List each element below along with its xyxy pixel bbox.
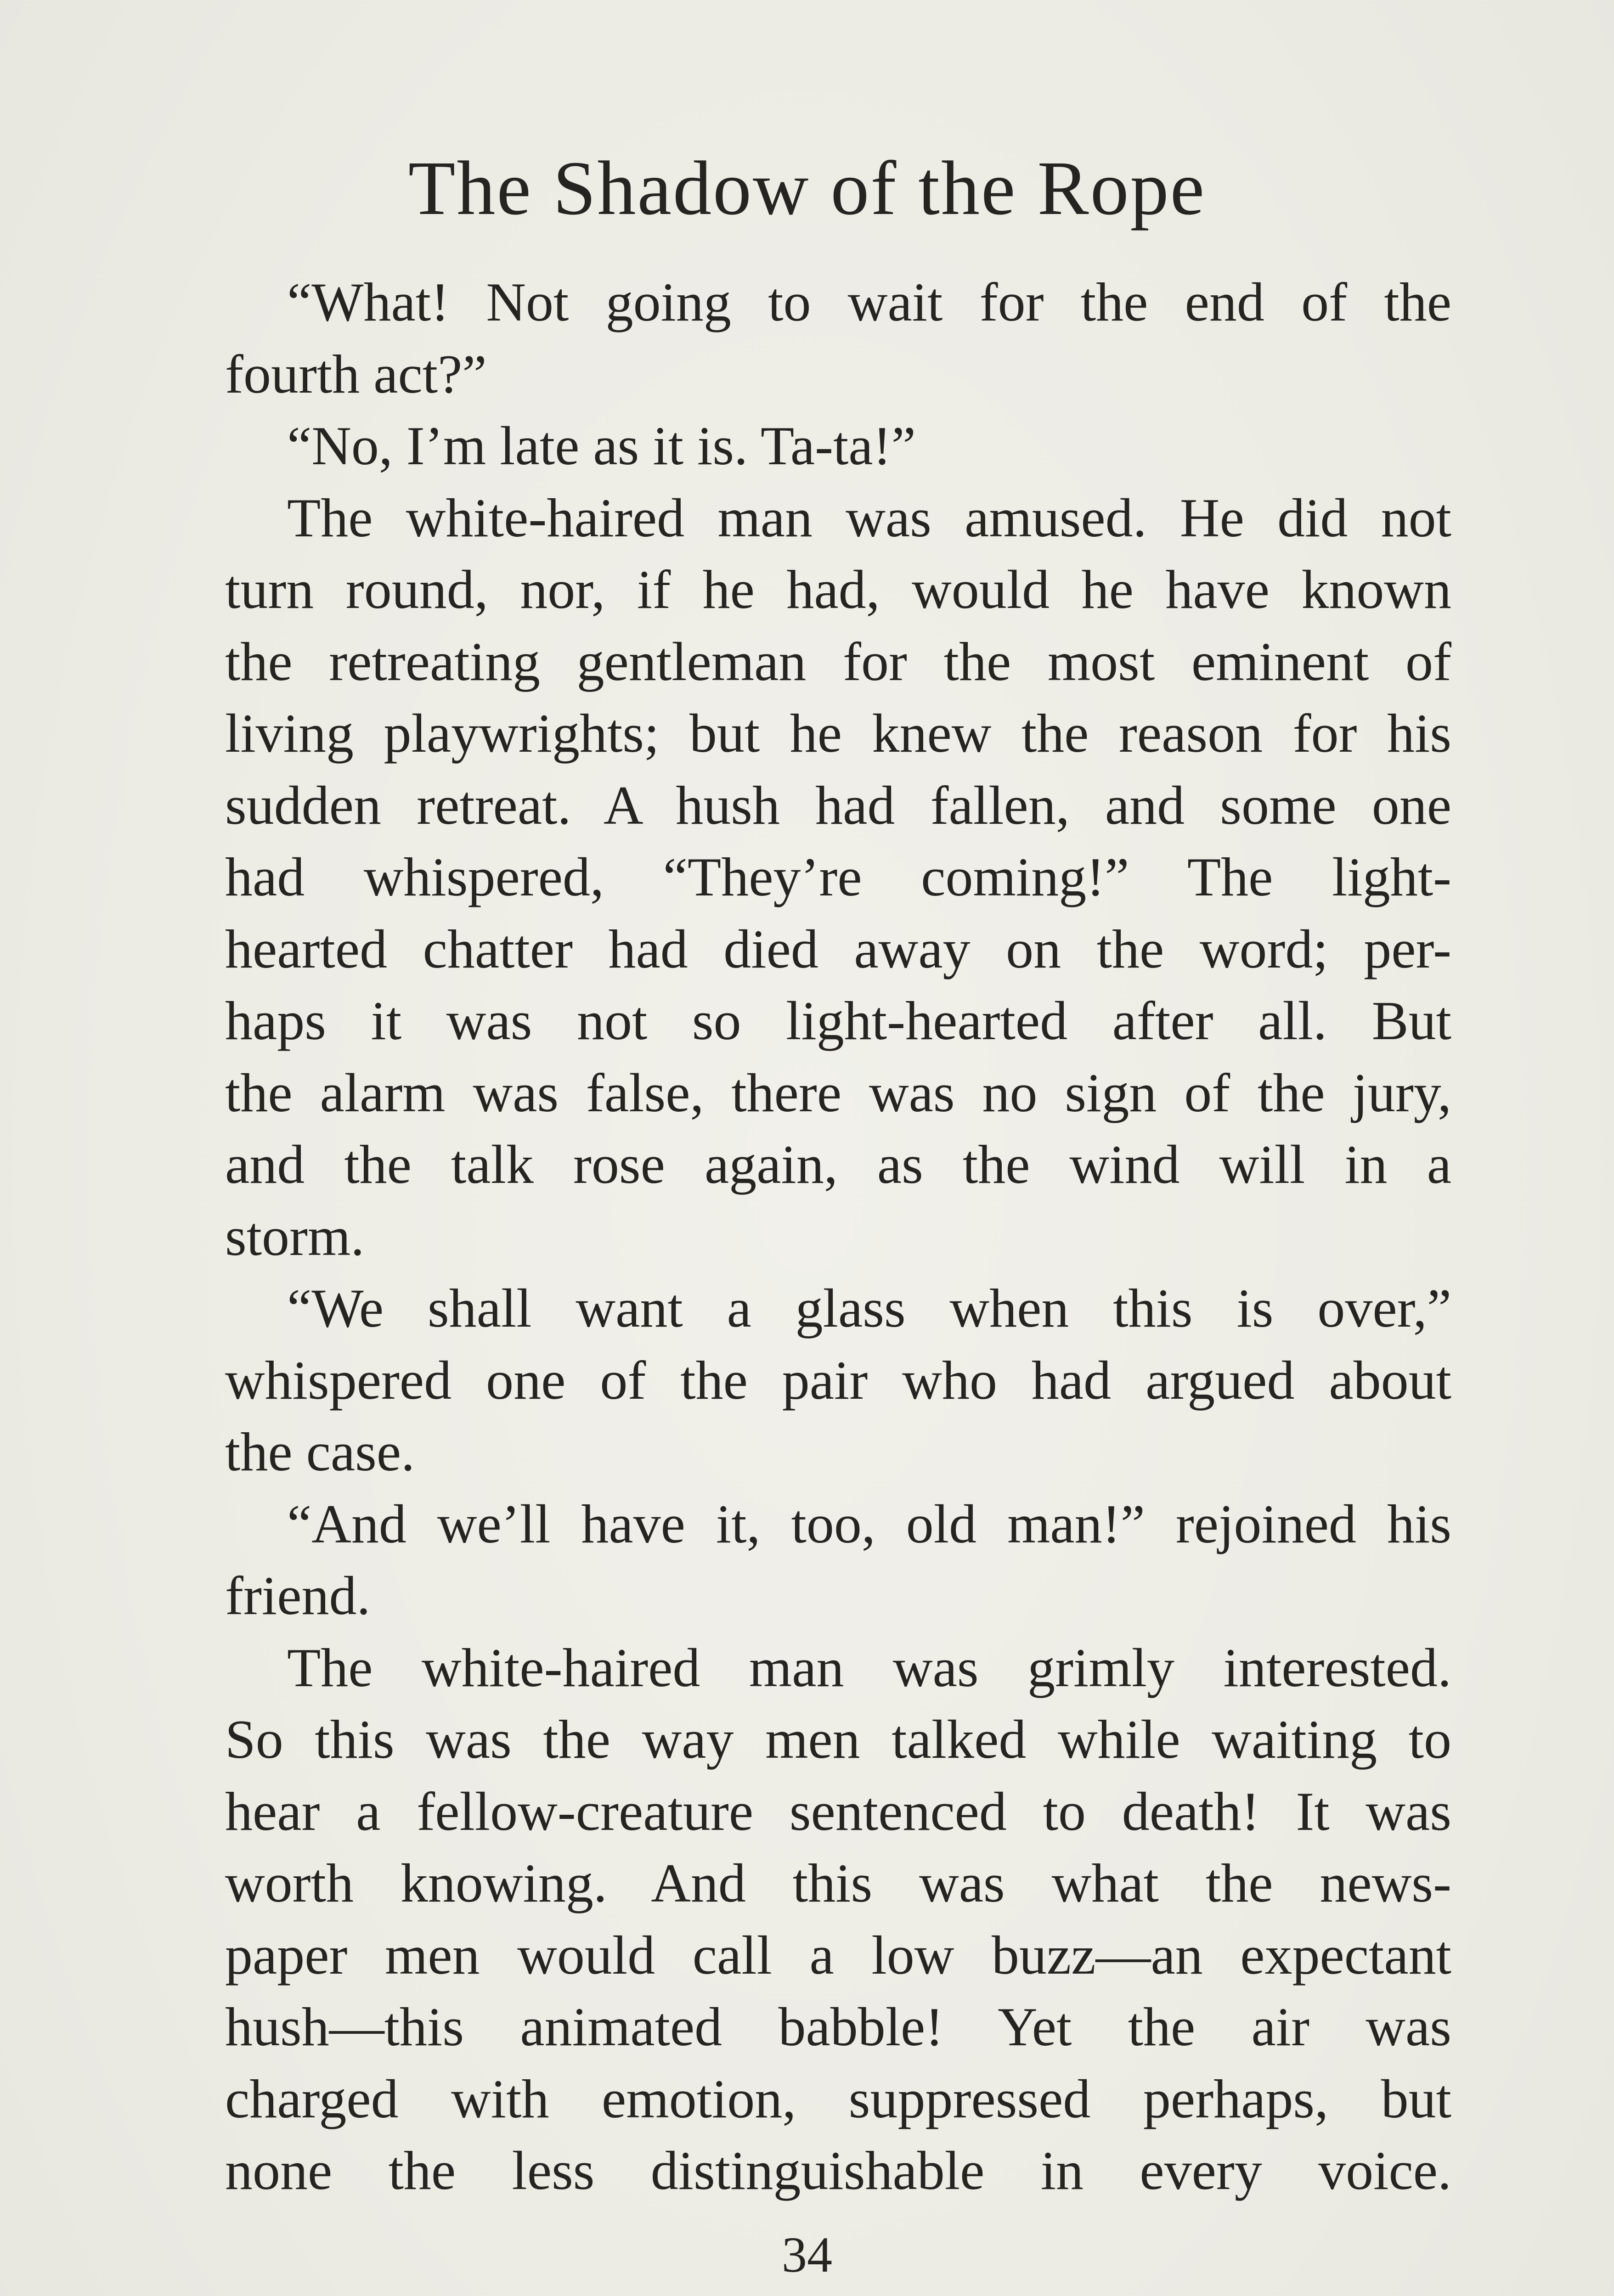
text-line: paper men would call a low buzz—an expectant [225,1924,1451,1986]
text-line: hear a fellow-creature sentenced to death! It was [225,1780,1451,1842]
text-line: haps it was not so light-hearted after all. But [225,990,1451,1051]
text-line: So this was the way men talked while waiting to [225,1709,1451,1770]
text-line: and the talk rose again, as the wind will in a [225,1134,1451,1195]
text-line: The white-haired man was amused. He did not [287,487,1451,548]
text-line: “No, I’m late as it is. Ta-ta!” [287,415,916,476]
text-line: turn round, nor, if he had, would he have known [225,559,1451,620]
text-line: charged with emotion, suppressed perhaps, but [225,2068,1451,2129]
running-head: The Shadow of the Rope [408,146,1206,231]
text-line: the alarm was false, there was no sign of the jury, [225,1062,1451,1123]
text-line: “We shall want a glass when this is over,” [287,1277,1451,1339]
text-line: worth knowing. And this was what the news- [225,1852,1451,1913]
text-line: the case. [225,1421,415,1482]
text-line: hearted chatter had died away on the word; per- [225,918,1451,979]
text-line: living playwrights; but he knew the reason for his [225,703,1451,764]
text-line: whispered one of the pair who had argued about [225,1349,1451,1411]
text-line: sudden retreat. A hush had fallen, and some one [225,774,1451,836]
text-line: the retreating gentleman for the most eminent of [225,630,1451,692]
text-line: storm. [225,1205,365,1267]
text-line: “What! Not going to wait for the end of the [287,271,1451,332]
text-line: “And we’ll have it, too, old man!” rejoined his [287,1493,1451,1554]
page-number: 34 [782,2227,832,2283]
text-line: hush—this animated babble! Yet the air was [225,1996,1451,2057]
text-line: The white-haired man was grimly interested. [287,1637,1451,1698]
text-line: friend. [225,1565,371,1626]
text-line: fourth act?” [225,343,487,405]
text-line: none the less distinguishable in every voice. [225,2140,1451,2201]
text-line: had whispered, “They’re coming!” The light- [225,846,1451,907]
body-text [225,266,1451,2207]
